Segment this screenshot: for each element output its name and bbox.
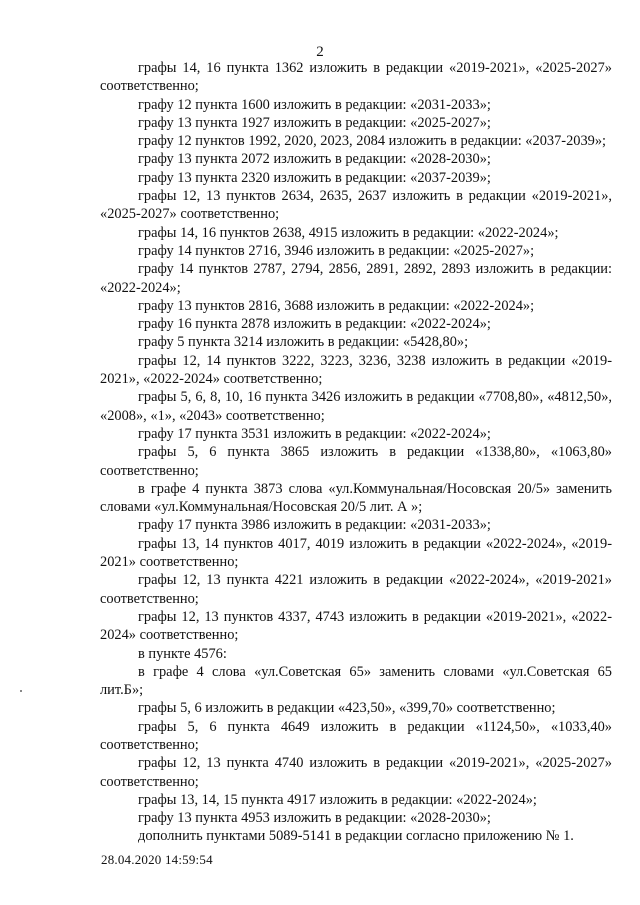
paragraph: графу 12 пункта 1600 изложить в редакции: «2031-2033»; bbox=[138, 96, 491, 113]
paragraph: графу 13 пункта 4953 изложить в редакции: «2028-2030»; bbox=[138, 810, 491, 827]
paragraph: в графе 4 пункта 3873 слова «ул.Коммунальная/Носовская 20/5» заменить словами «ул.Коммунальная/Носовская 20/5 лит. А »; bbox=[100, 480, 612, 516]
paragraph: графы 12, 13 пунктов 2634, 2635, 2637 изложить в редакции «2019-2021», «2025-2027» соответственно; bbox=[100, 188, 612, 223]
paragraph: графы 12, 13 пункта 4740 изложить в редакции «2019-2021», «2025-2027» соответственно; bbox=[100, 755, 612, 790]
paragraph: графы 13, 14 пунктов 4017, 4019 изложить в редакции «2022-2024», «2019-2021» соответственно; bbox=[100, 535, 612, 571]
paragraph: графы 12, 14 пунктов 3222, 3223, 3236, 3238 изложить в редакции «2019-2021», «2022-2024» соответственно; bbox=[100, 352, 612, 388]
paragraph: графу 16 пункта 2878 изложить в редакции: «2022-2024»; bbox=[138, 316, 491, 333]
paragraph: графы 5, 6 пункта 4649 изложить в редакции «1124,50», «1033,40» соответственно; bbox=[100, 718, 612, 753]
paragraph: дополнить пунктами 5089-5141 в редакции согласно приложению № 1. bbox=[138, 828, 574, 845]
paragraph: графы 5, 6 изложить в редакции «423,50», «399,70» соответственно; bbox=[138, 700, 556, 717]
paragraph: в пункте 4576: bbox=[138, 645, 227, 662]
paragraph: графы 5, 6, 8, 10, 16 пункта 3426 изложить в редакции «7708,80», «4812,50», «2008», «1», «2043» соответственно; bbox=[100, 389, 612, 424]
document-body bbox=[100, 59, 612, 846]
paragraph: графу 13 пункта 1927 изложить в редакции: «2025-2027»; bbox=[138, 114, 491, 131]
paragraph: графы 12, 13 пунктов 4337, 4743 изложить в редакции «2019-2021», «2022-2024» соответственно; bbox=[100, 608, 612, 644]
paragraph: в графе 4 слова «ул.Советская 65» заменить словами «ул.Советская 65 лит.Б»; bbox=[100, 663, 612, 699]
paragraph: графы 5, 6 пункта 3865 изложить в редакции «1338,80», «1063,80» соответственно; bbox=[100, 444, 612, 479]
footer-timestamp: 28.04.2020 14:59:54 bbox=[101, 852, 213, 867]
paragraph: графу 17 пункта 3986 изложить в редакции: «2031-2033»; bbox=[138, 517, 491, 534]
page-number: 2 bbox=[316, 44, 324, 60]
paragraph: графы 12, 13 пункта 4221 изложить в редакции «2022-2024», «2019-2021» соответственно; bbox=[100, 572, 612, 607]
paragraph: графу 13 пункта 2320 изложить в редакции: «2037-2039»; bbox=[138, 169, 491, 186]
paragraph: графу 13 пункта 2072 изложить в редакции: «2028-2030»; bbox=[138, 151, 491, 168]
paragraph: графу 5 пункта 3214 изложить в редакции: «5428,80»; bbox=[138, 334, 469, 351]
scan-speck bbox=[20, 690, 22, 692]
paragraph: графу 14 пунктов 2716, 3946 изложить в редакции: «2025-2027»; bbox=[138, 242, 535, 259]
paragraph: графу 17 пункта 3531 изложить в редакции: «2022-2024»; bbox=[138, 425, 491, 442]
paragraph: графу 13 пунктов 2816, 3688 изложить в редакции: «2022-2024»; bbox=[138, 297, 535, 314]
paragraph: графы 14, 16 пунктов 2638, 4915 изложить в редакции: «2022-2024»; bbox=[138, 224, 559, 241]
paragraph: графу 14 пунктов 2787, 2794, 2856, 2891, 2892, 2893 изложить в редакции: «2022-2024»; bbox=[100, 261, 612, 296]
paragraph: графы 13, 14, 15 пункта 4917 изложить в редакции: «2022-2024»; bbox=[138, 791, 537, 808]
paragraph: графу 12 пунктов 1992, 2020, 2023, 2084 изложить в редакции: «2037-2039»; bbox=[138, 133, 607, 150]
paragraph: графы 14, 16 пункта 1362 изложить в редакции «2019-2021», «2025-2027» соответственно; bbox=[100, 60, 612, 95]
